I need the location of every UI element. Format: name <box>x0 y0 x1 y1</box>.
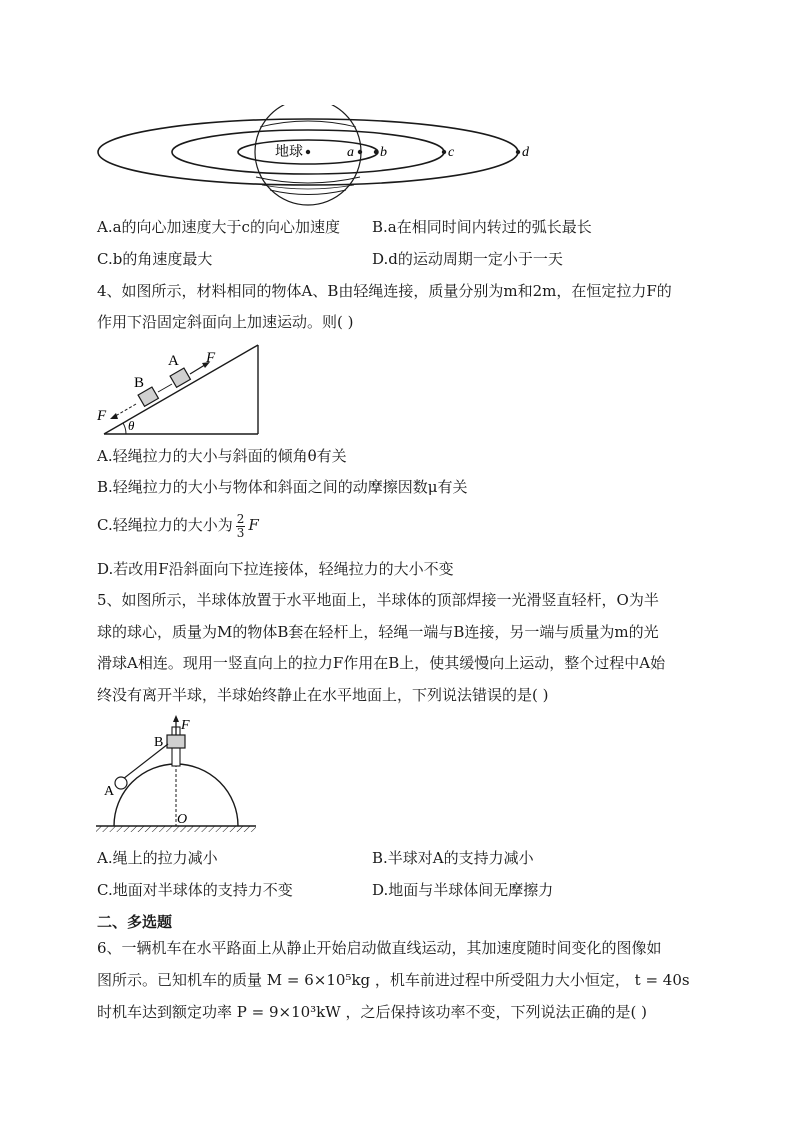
incline-figure <box>92 340 267 438</box>
q6-stem-line2: 图所示。已知机车的质量 M = 6×10⁵kg ，机车前进过程中所受阻力大小恒定， t = 40s <box>97 971 690 989</box>
label-b: B <box>154 735 164 750</box>
hemisphere-figure <box>94 713 259 838</box>
label-b: b <box>380 145 387 160</box>
q5-stem-line4: 终没有离开半球，半球始终静止在水平地面上，下列说法错误的是( ) <box>97 686 549 704</box>
fraction-numerator: 2 <box>236 511 245 526</box>
q5-option-a[interactable]: A.绳上的拉力减小 <box>97 849 218 867</box>
fraction-denominator: 3 <box>236 525 245 540</box>
earth-center-dot <box>306 150 310 154</box>
block-a <box>170 368 190 387</box>
fraction-two-thirds <box>236 513 246 540</box>
q5-stem-line2: 球的球心，质量为M的物体B套在轻杆上，轻绳一端与B连接，另一端与质量为m的光 <box>97 623 659 641</box>
q5-option-c[interactable]: C.地面对半球体的支持力不变 <box>97 881 293 899</box>
earth-label: 地球 <box>275 145 303 160</box>
q3-option-b[interactable]: B.a在相同时间内转过的弧长最长 <box>372 218 592 236</box>
orbit-figure <box>90 105 540 210</box>
q4-option-d[interactable]: D.若改用F沿斜面向下拉连接体，轻绳拉力的大小不变 <box>97 560 454 578</box>
label-o: O <box>177 812 188 827</box>
label-c: c <box>448 145 455 160</box>
label-force-down: F <box>97 408 107 424</box>
q4-option-c-prefix: C.轻绳拉力的大小为 <box>97 516 233 534</box>
q4-option-a[interactable]: A.轻绳拉力的大小与斜面的倾角θ有关 <box>97 447 347 465</box>
q4-option-c[interactable] <box>97 512 259 540</box>
q5-option-b[interactable]: B.半球对A的支持力减小 <box>372 849 534 867</box>
q3-option-a[interactable]: A.a的向心加速度大于c的向心加速度 <box>97 218 340 236</box>
ball-a <box>115 777 127 789</box>
label-block-b: B <box>134 375 145 391</box>
satellite-b <box>374 150 378 154</box>
q3-option-c[interactable]: C.b的角速度最大 <box>97 250 213 268</box>
label-a: a <box>347 145 354 160</box>
label-f: F <box>181 718 190 733</box>
q3-option-d[interactable]: D.d的运动周期一定小于一天 <box>372 250 563 268</box>
q4-stem-line2: 作用下沿固定斜面向上加速运动。则( ) <box>97 313 354 331</box>
q4-option-c-suffix: F <box>248 516 259 534</box>
label-force-up: F <box>206 350 216 366</box>
q5-stem-line3: 滑球A相连。现用一竖直向上的拉力F作用在B上，使其缓慢向上运动，整个过程中A始 <box>97 654 666 672</box>
q4-stem-line1: 4、如图所示，材料相同的物体A、B由轻绳连接，质量分别为m和2m，在恒定拉力F的 <box>97 282 672 300</box>
satellite-a <box>358 150 362 154</box>
q6-stem-line3: 时机车达到额定功率 P = 9×10³kW ，之后保持该功率不变，下列说法正确的是( ) <box>97 1003 647 1021</box>
ground-hatch <box>96 826 256 832</box>
label-angle: θ <box>128 418 135 433</box>
q5-stem-line1: 5、如图所示，半球体放置于水平地面上，半球体的顶部焊接一光滑竖直轻杆，O为半 <box>97 591 659 609</box>
q5-option-d[interactable]: D.地面与半球体间无摩擦力 <box>372 881 554 899</box>
satellite-d <box>516 150 520 154</box>
block-b-on-rod <box>167 735 185 748</box>
label-d: d <box>522 145 529 160</box>
label-block-a: A <box>168 353 179 369</box>
q6-stem-line1: 6、一辆机车在水平路面上从静止开始启动做直线运动，其加速度随时间变化的图像如 <box>97 939 662 957</box>
section-title-multiple-choice: 二、多选题 <box>97 913 173 931</box>
q4-option-b[interactable]: B.轻绳拉力的大小与物体和斜面之间的动摩擦因数μ有关 <box>97 478 468 496</box>
satellite-c <box>442 150 446 154</box>
label-a: A <box>104 784 115 799</box>
